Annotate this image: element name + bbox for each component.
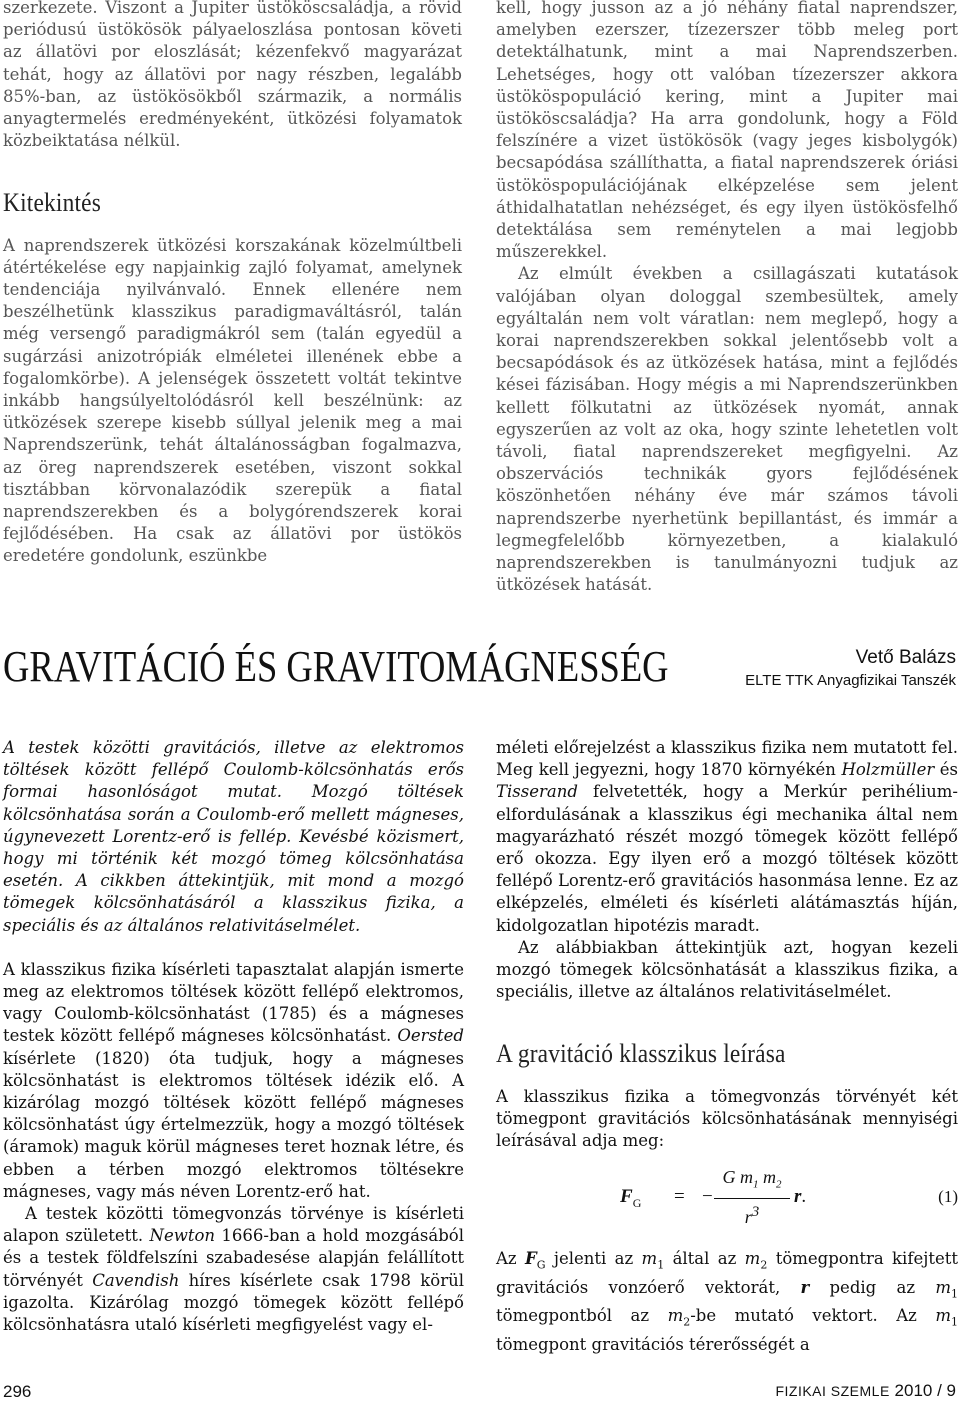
eq-vector-symbol: r [794, 1186, 802, 1208]
equation-number: (1) [938, 1187, 958, 1207]
text-span: tömegpontra kifejtett gravitációs vonzóerő vektorát, [496, 1249, 958, 1297]
text-span: és [939, 760, 958, 780]
eq-num-text: m [763, 1167, 776, 1188]
paragraph: Az elmúlt években a csillagászati kutatások valójában olyan dologgal szembesültek, amely egyáltalán nem volt váratlan: nem meglepő, hogy a korai naprendszerekben sokkal jelentősebb volt a becsapódások és az ütközések hatása, mint a fejlődés kései fázisában. Hogy mégis a mi Naprendszerünkben kellett fölkutatni az ütközések nyomát, annak egyszerűen az volt az oka, hogy szinte lehetetlen volt távoli, fiatal naprendszereket megfigyelni. Az obszervációs technikák gyors fejlődésének köszönhetően néhány éve már számos távoli naprendszerbe nyerhetünk bepillantást, és immár a legmegfelelőbb környezetben, a kialakuló naprendszerekben is tanulmányozni tudjuk az ütközések hatását. [496, 264, 958, 595]
bottom-left-column [3, 737, 464, 1336]
author-block [745, 646, 956, 692]
text-span: pedig az [829, 1277, 916, 1297]
paragraph: kell, hogy jusson az a jó néhány fiatal naprendszer, amelyben ezerszer, tízezerszer több meleg port detektálhatunk, mint a mai Naprendszerben. Lehetséges, hogy ott valóban tízezerszer akkora üstököspopuláció kering, mint a Jupiter mai üstököscsaládja? Ha arra gondolunk, hogy a Föld felszínére a vizet üstökösök (vagy jeges kisbolygók) becsapódása szállíthatta, a fiatal naprendszerek óriási üstököspopulációjának elképzelése sem jelent áthidalhatatlan nehézséget, és egy ilyen üstökösfelhő detektálása sem reménytelen a mai legjobb műszerekkel. [496, 0, 958, 262]
symbol-mass: m [935, 1277, 952, 1297]
eq-lhs [620, 1186, 641, 1214]
eq-num-text: G m [722, 1167, 753, 1188]
text-span: A testek közötti tömegvonzás törvénye is kísérleti alapon született. [3, 1204, 464, 1246]
text-span: jelenti az [553, 1249, 634, 1269]
symbol-vector-r: r [800, 1277, 810, 1297]
page-number: 296 [3, 1382, 32, 1401]
symbol-sub: 1 [951, 1315, 959, 1329]
name-oersted: Oersted [397, 1026, 464, 1046]
eq-fraction [714, 1166, 790, 1228]
name-holzmuller: Holzmüller [841, 760, 935, 780]
author-affiliation: ELTE TTK Anyagfizikai Tanszék [745, 672, 956, 689]
symbol-sub: 1 [657, 1258, 665, 1272]
bottom-right-column [496, 737, 958, 1356]
text-span: méleti előrejelzést a klasszikus fizika nem mutatott fel. Meg kell jegyezni, hogy 1870 környékén [496, 738, 958, 780]
section-heading-outlook: Kitekintés [3, 188, 101, 218]
eq-dot: . [801, 1186, 807, 1208]
symbol-mass: m [935, 1306, 952, 1326]
eq-force-subscript: G [632, 1196, 642, 1211]
paragraph [496, 737, 958, 937]
eq-den-sup: 3 [751, 1204, 760, 1221]
name-newton: Newton [149, 1226, 216, 1246]
journal-name: FIZIKAI SZEMLE [775, 1383, 890, 1399]
symbol-force: F [524, 1249, 537, 1269]
text-span: Az [496, 1249, 517, 1269]
eq-num-sub: 1 [753, 1178, 759, 1191]
eq-force-symbol: F [620, 1186, 633, 1208]
eq-numerator [714, 1166, 790, 1199]
abstract: A testek közötti gravitációs, illetve az elektromos töltések között fellépő Coulomb-kölcsönhatás erős formai hasonlóságot mutat. Mozgó töltések kölcsönhatása során a Coulomb-erő mellett mágneses, úgynevezett Lorentz-erő is fellép. Kevésbé közismert, hogy mi történik két mozgó tömeg kölcsönhatása esetén. A cikkben áttekintjük, mit mond a mozgó tömegek kölcsönhatásáról a klasszikus fizika, a speciális és az általános relativitáselmélet. [3, 738, 464, 935]
text-span: kísérlete (1820) óta tudjuk, hogy a mágneses kölcsönhatást is elektromos töltések idézik elő. A kizárólag mozgó töltések között fellépő mágneses kölcsönhatást úgy értelmezzük, hogy a mozgó töltések (áramok) maguk körül mágneses teret hoznak létre, és ebben a térben mozgó elektromos töltésekre mágneses, vagy más néven Lorentz-erő hat. [3, 1048, 464, 1201]
symbol-sub: G [536, 1258, 546, 1272]
paragraph [3, 1203, 464, 1336]
name-cavendish: Cavendish [92, 1270, 180, 1290]
top-left-column [3, 0, 462, 568]
symbol-sub: 1 [951, 1287, 959, 1301]
eq-minus: − [702, 1186, 713, 1208]
journal-footer [775, 1381, 956, 1401]
eq-num-sub: 2 [776, 1178, 782, 1191]
symbol-sub: 2 [683, 1315, 691, 1329]
paragraph: Az alábbiakban áttekintjük azt, hogyan kezeli mozgó tömegek kölcsönhatását a klasszikus fizika, a speciális, illetve az általános relativitáselmélet. [496, 937, 958, 1002]
text-span: 1666-ban a hold mozgásából és a testek földfelszíni szabadesése alapján felállított törvényét [3, 1226, 464, 1290]
top-right-column [496, 0, 958, 596]
text-span: felvetették, hogy a Merkúr perihélium-elfordulásának a klasszikus égi mechanika által nem magyarázható részét mozgó tömegek között fellépő erő okozza. Egy ilyen erő a mozgó töltések között fellépő Lorentz-erő gravitációs hasonmása lenne. Ez az elképzelés, elméleti és kísérleti alátámasztás híján, kidolgozatlan hipotézis maradt. [496, 782, 958, 935]
symbol-sub: 2 [760, 1258, 768, 1272]
paragraph: A naprendszerek ütközési korszakának közelmúltbeli átértékelése egy napjainkig zajló folyamat, amelynek tendenciája nyilvánvaló. Ennek ellenére nem beszélhetünk klasszikus paradigmaváltásról, talán még versengő paradigmákról sem (talán egyedül a sugárzási anizotrópiák elméletei illenének ebbe a fogalomkörbe). A jelenségek összetett voltát tekintve inkább hangsúlyeltolódásról kell beszélnünk: az ütközések szerepe kisebb súllyal jelenik meg a mai Naprendszerünk, tehát általánosságban fogalmazva, az öreg naprendszerek esetében, viszont sokkal tisztábban körvonalazódik szerepük a fiatal naprendszerekben és a bolygórendszerek korai fejlődésében. Ha csak az állatövi por üstökös eredetére gondolunk, eszünkbe [3, 235, 462, 566]
symbol-mass: m [641, 1249, 658, 1269]
eq-equals: = [674, 1186, 685, 1208]
paragraph: szerkezete. Viszont a Jupiter üstököscsaládja, a rövid periódusú üstökösök pályaeloszlása pontosan követi az állatövi por eloszlását; kézenfekvő magyarázat tehát, hogy az állatövi por nagy részben, legalább 85%-ban, az üstökösökből származik, a normális anyagtermelés eredményeként, ütközési folyamatok közbeiktatása nélkül. [3, 0, 462, 151]
section-heading-classical: A gravitáció klasszikus leírása [496, 1039, 786, 1069]
text-span: által az [672, 1249, 737, 1269]
paragraph: A klasszikus fizika a tömegvonzás törvényét két tömegpont gravitációs kölcsönhatásának mennyiségi leírásával adja meg: [496, 1086, 958, 1151]
symbol-mass: m [667, 1306, 684, 1326]
eq-vector [794, 1186, 806, 1208]
symbol-mass: m [744, 1249, 761, 1269]
text-span: -be mutató vektort. Az [690, 1306, 917, 1326]
text-span: tömegpontból az [496, 1306, 650, 1326]
text-span: híres kísérlete csak 1798 körül igazolta. Kizárólag mozgó tömegek között fellépő kölcsönhatásra utaló kísérleti megfigyelést vagy el- [3, 1270, 465, 1335]
eq-denominator [714, 1199, 790, 1228]
author-name: Vető Balázs [855, 647, 956, 668]
name-tisserand: Tisserand [496, 782, 578, 802]
paragraph [496, 1248, 958, 1356]
article-title: GRAVITÁCIÓ ÉS GRAVITOMÁGNESSÉG [3, 642, 669, 691]
text-span: A klasszikus fizika kísérleti tapasztalat alapján ismerte meg az elektromos töltések között fellépő elektromos, vagy Coulomb-kölcsönhatást (1785) és a mágneses testek között fellépő mágneses kölcsönhatást. [3, 959, 464, 1046]
text-span: tömegpont gravitációs térerősségét a [496, 1334, 810, 1354]
journal-issue: 2010 / 9 [894, 1381, 956, 1400]
eq-den-text: r [744, 1207, 752, 1228]
equation-1 [496, 1166, 958, 1232]
paragraph [3, 959, 464, 1203]
